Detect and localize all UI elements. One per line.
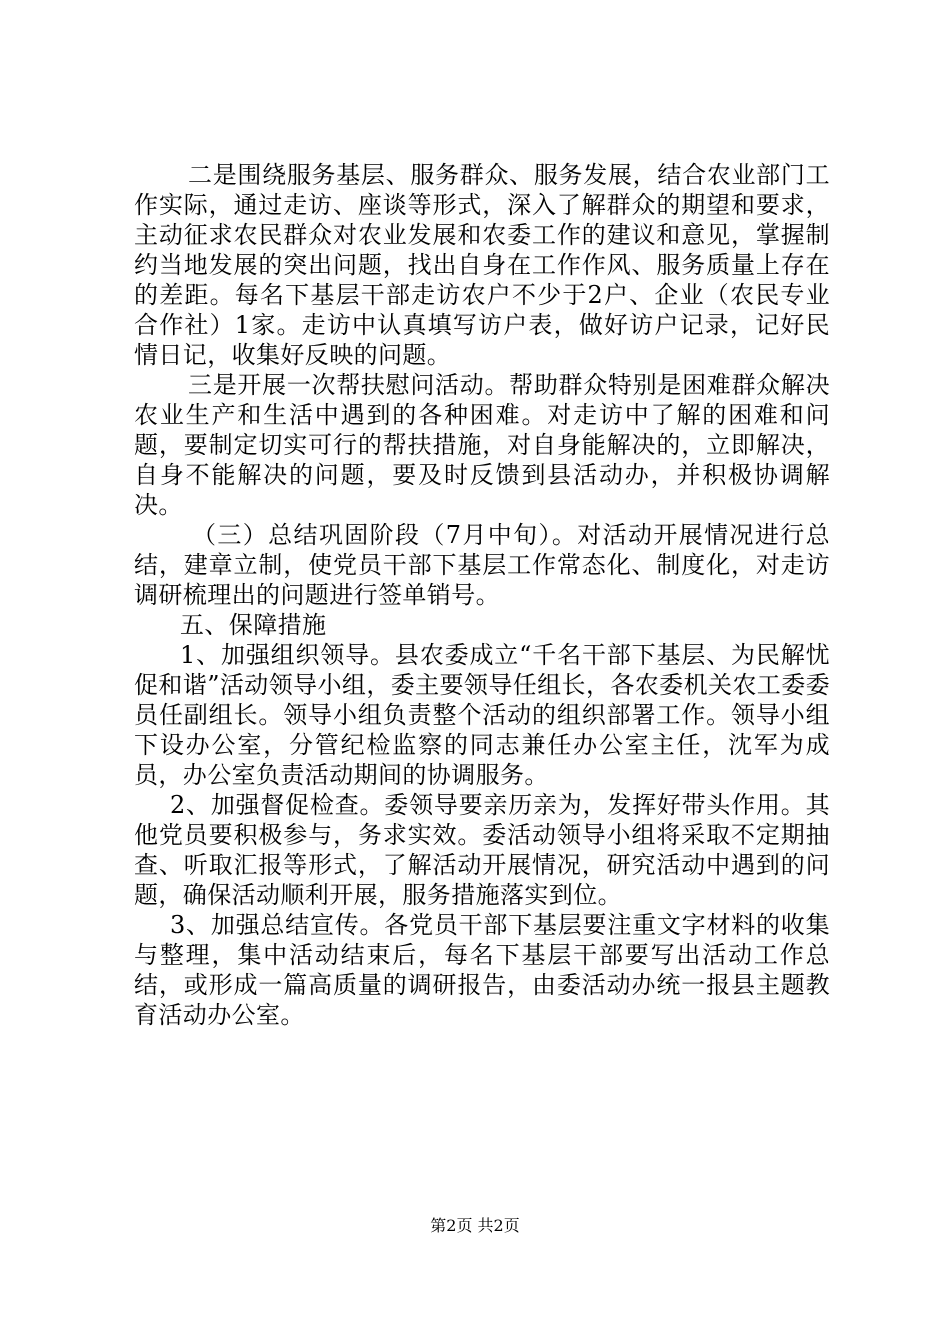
paragraph-publicity: 3、加强总结宣传。各党员干部下基层要注重文字材料的收集与整理，集中活动结束后，每名下基层干部要写出活动工作总结，或形成一篇高质量的调研报告，由委活动办统一报县主题教育活动办公室。: [134, 911, 830, 1029]
paragraph-summary-stage: （三）总结巩固阶段（7月中旬）。对活动开展情况进行总结，建章立制，使党员干部下基层工作常态化、制度化，对走访调研梳理出的问题进行签单销号。: [134, 521, 830, 609]
paragraph-organization: 1、加强组织领导。县农委成立“千名干部下基层、为民解忧促和谐”活动领导小组，委主要领导任组长，各农委机关农工委委员任副组长。领导小组负责整个活动的组织部署工作。领导小组下设办公室，分管纪检监察的同志兼任办公室主任，沈军为成员，办公室负责活动期间的协调服务。: [134, 641, 830, 789]
page-number: 第2页 共2页: [430, 1216, 520, 1235]
paragraph-assistance: 三是开展一次帮扶慰问活动。帮助群众特别是困难群众解决农业生产和生活中遇到的各种困难。对走访中了解的困难和问题，要制定切实可行的帮扶措施，对自身能解决的，立即解决，自身不能解决的问题，要及时反馈到县活动办，并积极协调解决。: [134, 371, 830, 519]
section-heading-safeguards: 五、保障措施: [180, 611, 327, 639]
paragraph-visit-survey: 二是围绕服务基层、服务群众、服务发展，结合农业部门工作实际，通过走访、座谈等形式，深入了解群众的期望和要求，主动征求农民群众对农业发展和农委工作的建议和意见，掌握制约当地发展的突出问题，找出自身在工作作风、服务质量上存在的差距。每名下基层干部走访农户不少于2户、企业（农民专业合作社）1家。走访中认真填写访户表，做好访户记录，记好民情日记，收集好反映的问题。: [134, 161, 830, 369]
paragraph-supervision: 2、加强督促检查。委领导要亲历亲为，发挥好带头作用。其他党员要积极参与，务求实效。委活动领导小组将采取不定期抽查、听取汇报等形式，了解活动开展情况，研究活动中遇到的问题，确保活动顺利开展，服务措施落实到位。: [134, 791, 830, 909]
document-body: [134, 160, 830, 1030]
